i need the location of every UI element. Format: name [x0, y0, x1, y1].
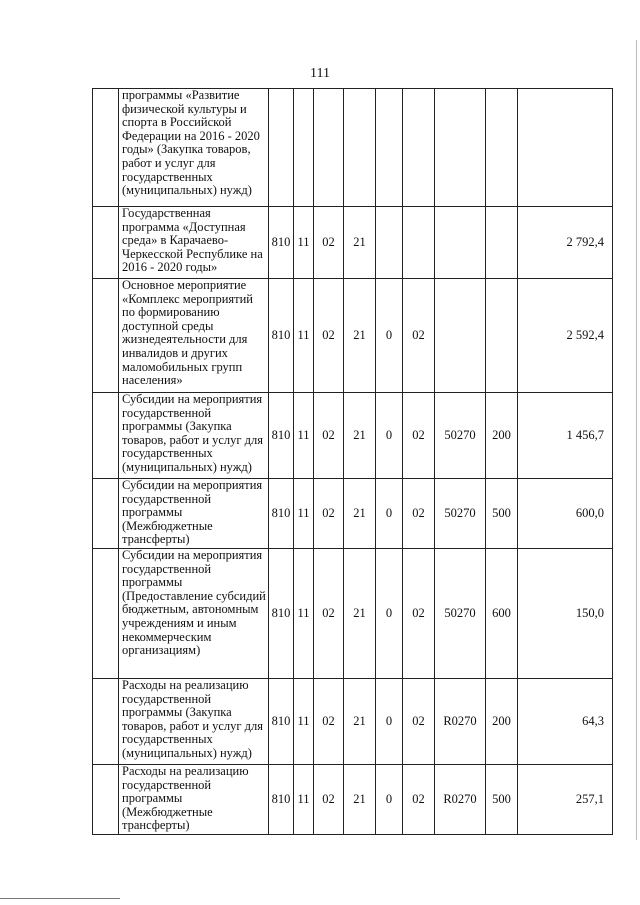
event-code-cell: 02 [403, 679, 435, 765]
event-code-cell: 02 [403, 279, 435, 393]
section-code-cell: 11 [294, 549, 314, 679]
subsection-code-cell: 02 [314, 679, 344, 765]
subprogram-code-cell [376, 207, 403, 279]
expense-type-cell [486, 89, 518, 207]
ministry-code-cell: 810 [269, 679, 294, 765]
number-cell [93, 207, 119, 279]
name-cell: Расходы на реализацию государственной программы (Закупка товаров, работ и услуг для государственных (муниципальных) нужд) [119, 679, 269, 765]
expense-type-cell: 200 [486, 679, 518, 765]
number-cell [93, 479, 119, 549]
amount-cell: 1 456,7 [518, 393, 613, 479]
section-code-cell: 11 [294, 207, 314, 279]
subprogram-code-cell: 0 [376, 279, 403, 393]
amount-cell: 600,0 [518, 479, 613, 549]
program-code-cell: 21 [344, 679, 376, 765]
subprogram-code-cell: 0 [376, 765, 403, 835]
direction-code-cell: R0270 [435, 679, 486, 765]
subsection-code-cell: 02 [314, 279, 344, 393]
subsection-code-cell: 02 [314, 765, 344, 835]
subprogram-code-cell: 0 [376, 393, 403, 479]
number-cell [93, 89, 119, 207]
scan-edge-line [636, 40, 637, 840]
event-code-cell: 02 [403, 479, 435, 549]
ministry-code-cell: 810 [269, 549, 294, 679]
amount-cell [518, 89, 613, 207]
direction-code-cell: 50270 [435, 479, 486, 549]
name-cell: Субсидии на мероприятия государственной программы (Закупка товаров, работ и услуг для государственных (муниципальных) нужд) [119, 393, 269, 479]
event-code-cell: 02 [403, 393, 435, 479]
name-cell: Основное мероприятие «Комплекс мероприятий по формированию доступной среды жизнедеятельности для инвалидов и других маломобильных групп населения» [119, 279, 269, 393]
ministry-code-cell: 810 [269, 279, 294, 393]
section-code-cell [294, 89, 314, 207]
amount-cell: 257,1 [518, 765, 613, 835]
table-row [93, 679, 613, 765]
program-code-cell: 21 [344, 549, 376, 679]
table-row [93, 89, 613, 207]
program-code-cell: 21 [344, 279, 376, 393]
event-code-cell: 02 [403, 549, 435, 679]
subsection-code-cell: 02 [314, 479, 344, 549]
table-row [93, 479, 613, 549]
name-cell: Расходы на реализацию государственной программы (Межбюджетные трансферты) [119, 765, 269, 835]
number-cell [93, 679, 119, 765]
direction-code-cell: R0270 [435, 765, 486, 835]
ministry-code-cell: 810 [269, 765, 294, 835]
name-cell: Государственная программа «Доступная среда» в Карачаево-Черкесской Республике на 2016 - 2020 годы» [119, 207, 269, 279]
amount-cell: 2 592,4 [518, 279, 613, 393]
direction-code-cell: 50270 [435, 393, 486, 479]
section-code-cell: 11 [294, 479, 314, 549]
subprogram-code-cell [376, 89, 403, 207]
subprogram-code-cell: 0 [376, 679, 403, 765]
number-cell [93, 765, 119, 835]
name-cell: Субсидии на мероприятия государственной программы (Предоставление субсидий бюджетным, автономным учреждениям и иным некоммерческим организациям) [119, 549, 269, 679]
expense-type-cell [486, 279, 518, 393]
footer-rule [0, 898, 120, 899]
program-code-cell: 21 [344, 765, 376, 835]
subsection-code-cell [314, 89, 344, 207]
number-cell [93, 549, 119, 679]
direction-code-cell [435, 279, 486, 393]
ministry-code-cell [269, 89, 294, 207]
ministry-code-cell: 810 [269, 207, 294, 279]
subprogram-code-cell: 0 [376, 549, 403, 679]
amount-cell: 150,0 [518, 549, 613, 679]
program-code-cell: 21 [344, 479, 376, 549]
section-code-cell: 11 [294, 679, 314, 765]
program-code-cell: 21 [344, 207, 376, 279]
subsection-code-cell: 02 [314, 549, 344, 679]
table-row [93, 549, 613, 679]
page-number: 111 [310, 66, 330, 81]
expense-type-cell: 500 [486, 479, 518, 549]
table-row [93, 279, 613, 393]
budget-table [92, 88, 613, 835]
event-code-cell [403, 89, 435, 207]
name-cell: Субсидии на мероприятия государственной программы (Межбюджетные трансферты) [119, 479, 269, 549]
section-code-cell: 11 [294, 279, 314, 393]
expense-type-cell: 200 [486, 393, 518, 479]
name-cell: программы «Развитие физической культуры и спорта в Российской Федерации на 2016 - 2020 годы» (Закупка товаров, работ и услуг для государственных (муниципальных) нужд) [119, 89, 269, 207]
section-code-cell: 11 [294, 393, 314, 479]
event-code-cell [403, 207, 435, 279]
ministry-code-cell: 810 [269, 393, 294, 479]
section-code-cell: 11 [294, 765, 314, 835]
table-body [93, 89, 613, 835]
direction-code-cell [435, 89, 486, 207]
number-cell [93, 279, 119, 393]
program-code-cell: 21 [344, 393, 376, 479]
table-row [93, 393, 613, 479]
number-cell [93, 393, 119, 479]
subsection-code-cell: 02 [314, 207, 344, 279]
expense-type-cell: 600 [486, 549, 518, 679]
amount-cell: 2 792,4 [518, 207, 613, 279]
program-code-cell [344, 89, 376, 207]
event-code-cell: 02 [403, 765, 435, 835]
table-row [93, 765, 613, 835]
subsection-code-cell: 02 [314, 393, 344, 479]
direction-code-cell [435, 207, 486, 279]
table-row [93, 207, 613, 279]
amount-cell: 64,3 [518, 679, 613, 765]
expense-type-cell: 500 [486, 765, 518, 835]
expense-type-cell [486, 207, 518, 279]
subprogram-code-cell: 0 [376, 479, 403, 549]
ministry-code-cell: 810 [269, 479, 294, 549]
direction-code-cell: 50270 [435, 549, 486, 679]
